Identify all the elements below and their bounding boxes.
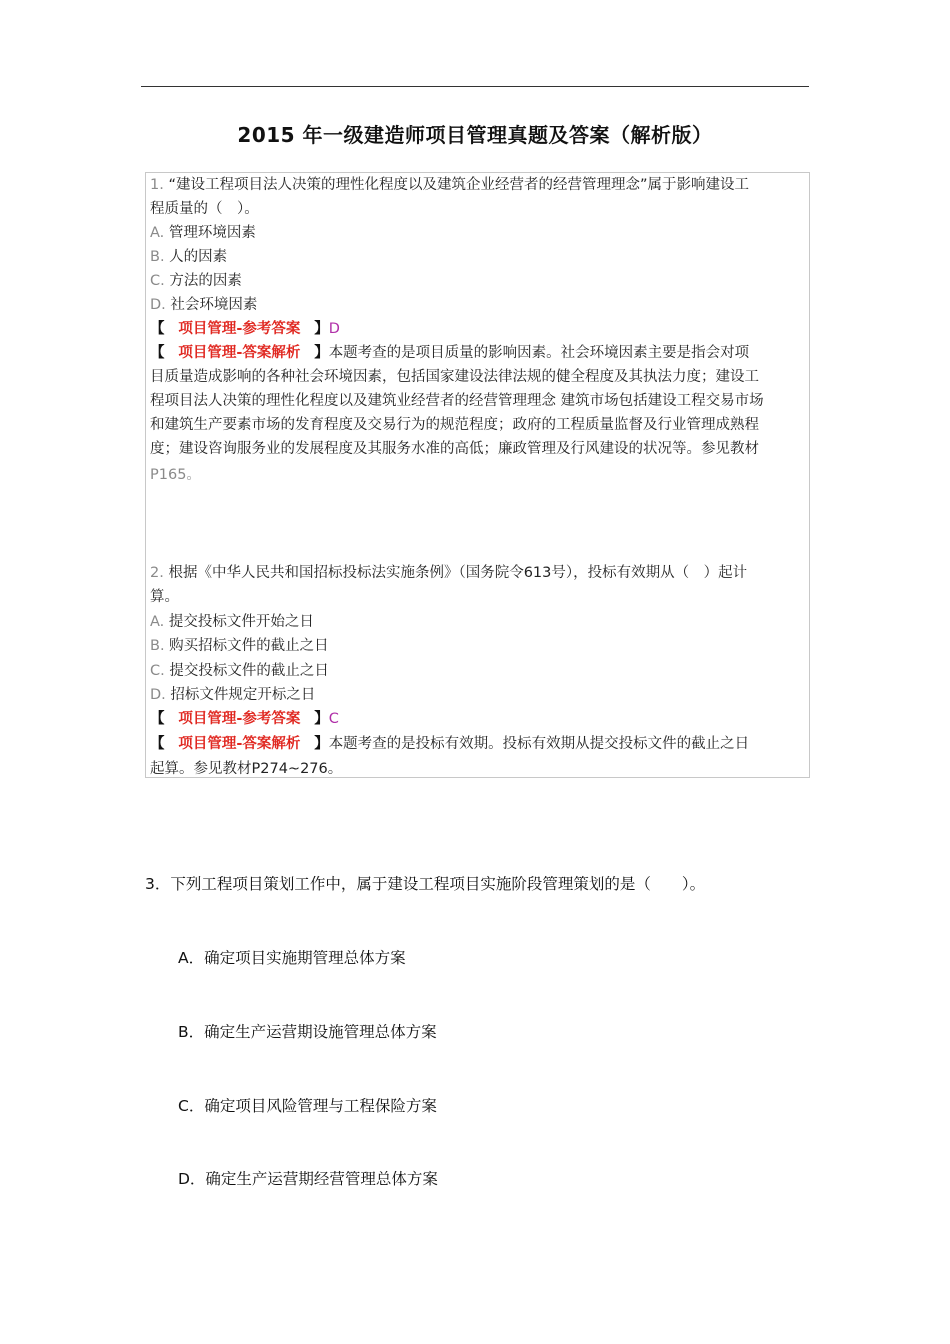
q1-stem-line-1 (150, 173, 749, 197)
q2-answer-value: C (328, 711, 339, 727)
q1-option-a (150, 221, 256, 245)
q1-analysis-text: 本题考查的是项目质量的影响因素。社会环境因素主要是指会对项 (328, 345, 750, 361)
q2-option-b-key: B. (150, 638, 165, 654)
q1-option-b-key: B. (150, 249, 165, 265)
q2-option-d (150, 683, 315, 707)
bracket-close: 】 (314, 736, 329, 752)
q2-option-b-text: 购买招标文件的截止之日 (169, 638, 329, 654)
q1-reference-answer-label: 项目管理-参考答案 (178, 321, 301, 337)
q1-option-c-text: 方法的因素 (169, 273, 242, 289)
q2-option-c-key: C. (150, 663, 165, 679)
q2-option-d-key: D. (150, 687, 166, 703)
q1-option-b (150, 245, 227, 269)
q2-option-a-key: A. (150, 614, 165, 630)
q1-analysis-line-6: P165。 (150, 467, 201, 483)
q1-option-d (150, 293, 257, 317)
q3-option-a: A．确定项目实施期管理总体方案 (178, 949, 406, 967)
q2-option-b (150, 634, 329, 658)
q2-stem-line-2: 算。 (150, 589, 179, 605)
q1-analysis-line-2: 目质量造成影响的各种社会环境因素，包括国家建设法律法规的健全程度及其执法力度；建设工 (150, 369, 759, 385)
questions-1-2-box (145, 172, 810, 778)
q3-option-d: D．确定生产运营期经营管理总体方案 (178, 1170, 438, 1188)
bracket-close: 】 (314, 711, 329, 727)
q2-analysis-label: 项目管理-答案解析 (178, 736, 301, 752)
bracket-open: 【 (150, 321, 165, 337)
bracket-open: 【 (150, 736, 165, 752)
q1-analysis-label: 项目管理-答案解析 (178, 345, 301, 361)
q1-analysis-line-4: 和建筑生产要素市场的发育程度及交易行为的规范程度；政府的工程质量监督及行业管理成熟程 (150, 417, 759, 433)
q2-option-d-text: 招标文件规定开标之日 (170, 687, 316, 703)
q1-option-c-key: C. (150, 273, 165, 289)
q1-option-a-key: A. (150, 225, 165, 241)
q1-stem-line-2: 程质量的（ ）。 (150, 201, 259, 217)
q1-option-d-key: D. (150, 297, 166, 313)
top-rule (141, 86, 809, 87)
q1-option-a-text: 管理环境因素 (168, 225, 256, 241)
q3-option-c: C．确定项目风险管理与工程保险方案 (178, 1097, 437, 1115)
q1-option-c (150, 269, 242, 293)
q2-option-a (150, 610, 314, 634)
q1-option-b-text: 人的因素 (169, 249, 228, 265)
q2-stem-text: 根据《中华人民共和国招标投标法实施条例》（国务院令613号），投标有效期从（ ）起计 (168, 565, 748, 581)
q1-analysis-line-1 (150, 341, 749, 365)
q2-number: 2. (150, 565, 164, 581)
q2-analysis-line-2: 起算。参见教材P274~276。 (150, 761, 343, 777)
q1-number: 1. (150, 177, 164, 193)
q3-option-b: B．确定生产运营期设施管理总体方案 (178, 1023, 437, 1041)
q1-reference-answer (150, 317, 340, 341)
bracket-open: 【 (150, 711, 165, 727)
q2-reference-answer-label: 项目管理-参考答案 (178, 711, 301, 727)
page-title: 2015 年一级建造师项目管理真题及答案（解析版） (237, 123, 713, 147)
bracket-open: 【 (150, 345, 165, 361)
q1-analysis-line-3: 程项目法人决策的理性化程度以及建筑业经营者的经营管理理念 建筑市场包括建设工程交易市场 (150, 393, 764, 409)
q1-answer-value: D (328, 321, 340, 337)
q1-analysis-line-5: 度；建设咨询服务业的发展程度及其服务水准的高低；廉政管理及行风建设的状况等。参见教材 (150, 441, 759, 457)
q2-option-c-text: 提交投标文件的截止之日 (169, 663, 329, 679)
q2-analysis-text: 本题考查的是投标有效期。投标有效期从提交投标文件的截止之日 (328, 736, 750, 752)
q2-option-c (150, 659, 329, 683)
q2-stem-line-1 (150, 561, 747, 585)
q1-option-d-text: 社会环境因素 (170, 297, 258, 313)
q2-reference-answer (150, 707, 339, 731)
q1-stem-text: “建设工程项目法人决策的理性化程度以及建筑企业经营者的经营管理理念”属于影响建设工 (168, 177, 749, 193)
bracket-close: 】 (314, 321, 329, 337)
q2-option-a-text: 提交投标文件开始之日 (168, 614, 314, 630)
bracket-close: 】 (314, 345, 329, 361)
q2-analysis-line-1 (150, 732, 749, 756)
q3-stem: 3．下列工程项目策划工作中，属于建设工程项目实施阶段管理策划的是（ ）。 (145, 875, 706, 893)
